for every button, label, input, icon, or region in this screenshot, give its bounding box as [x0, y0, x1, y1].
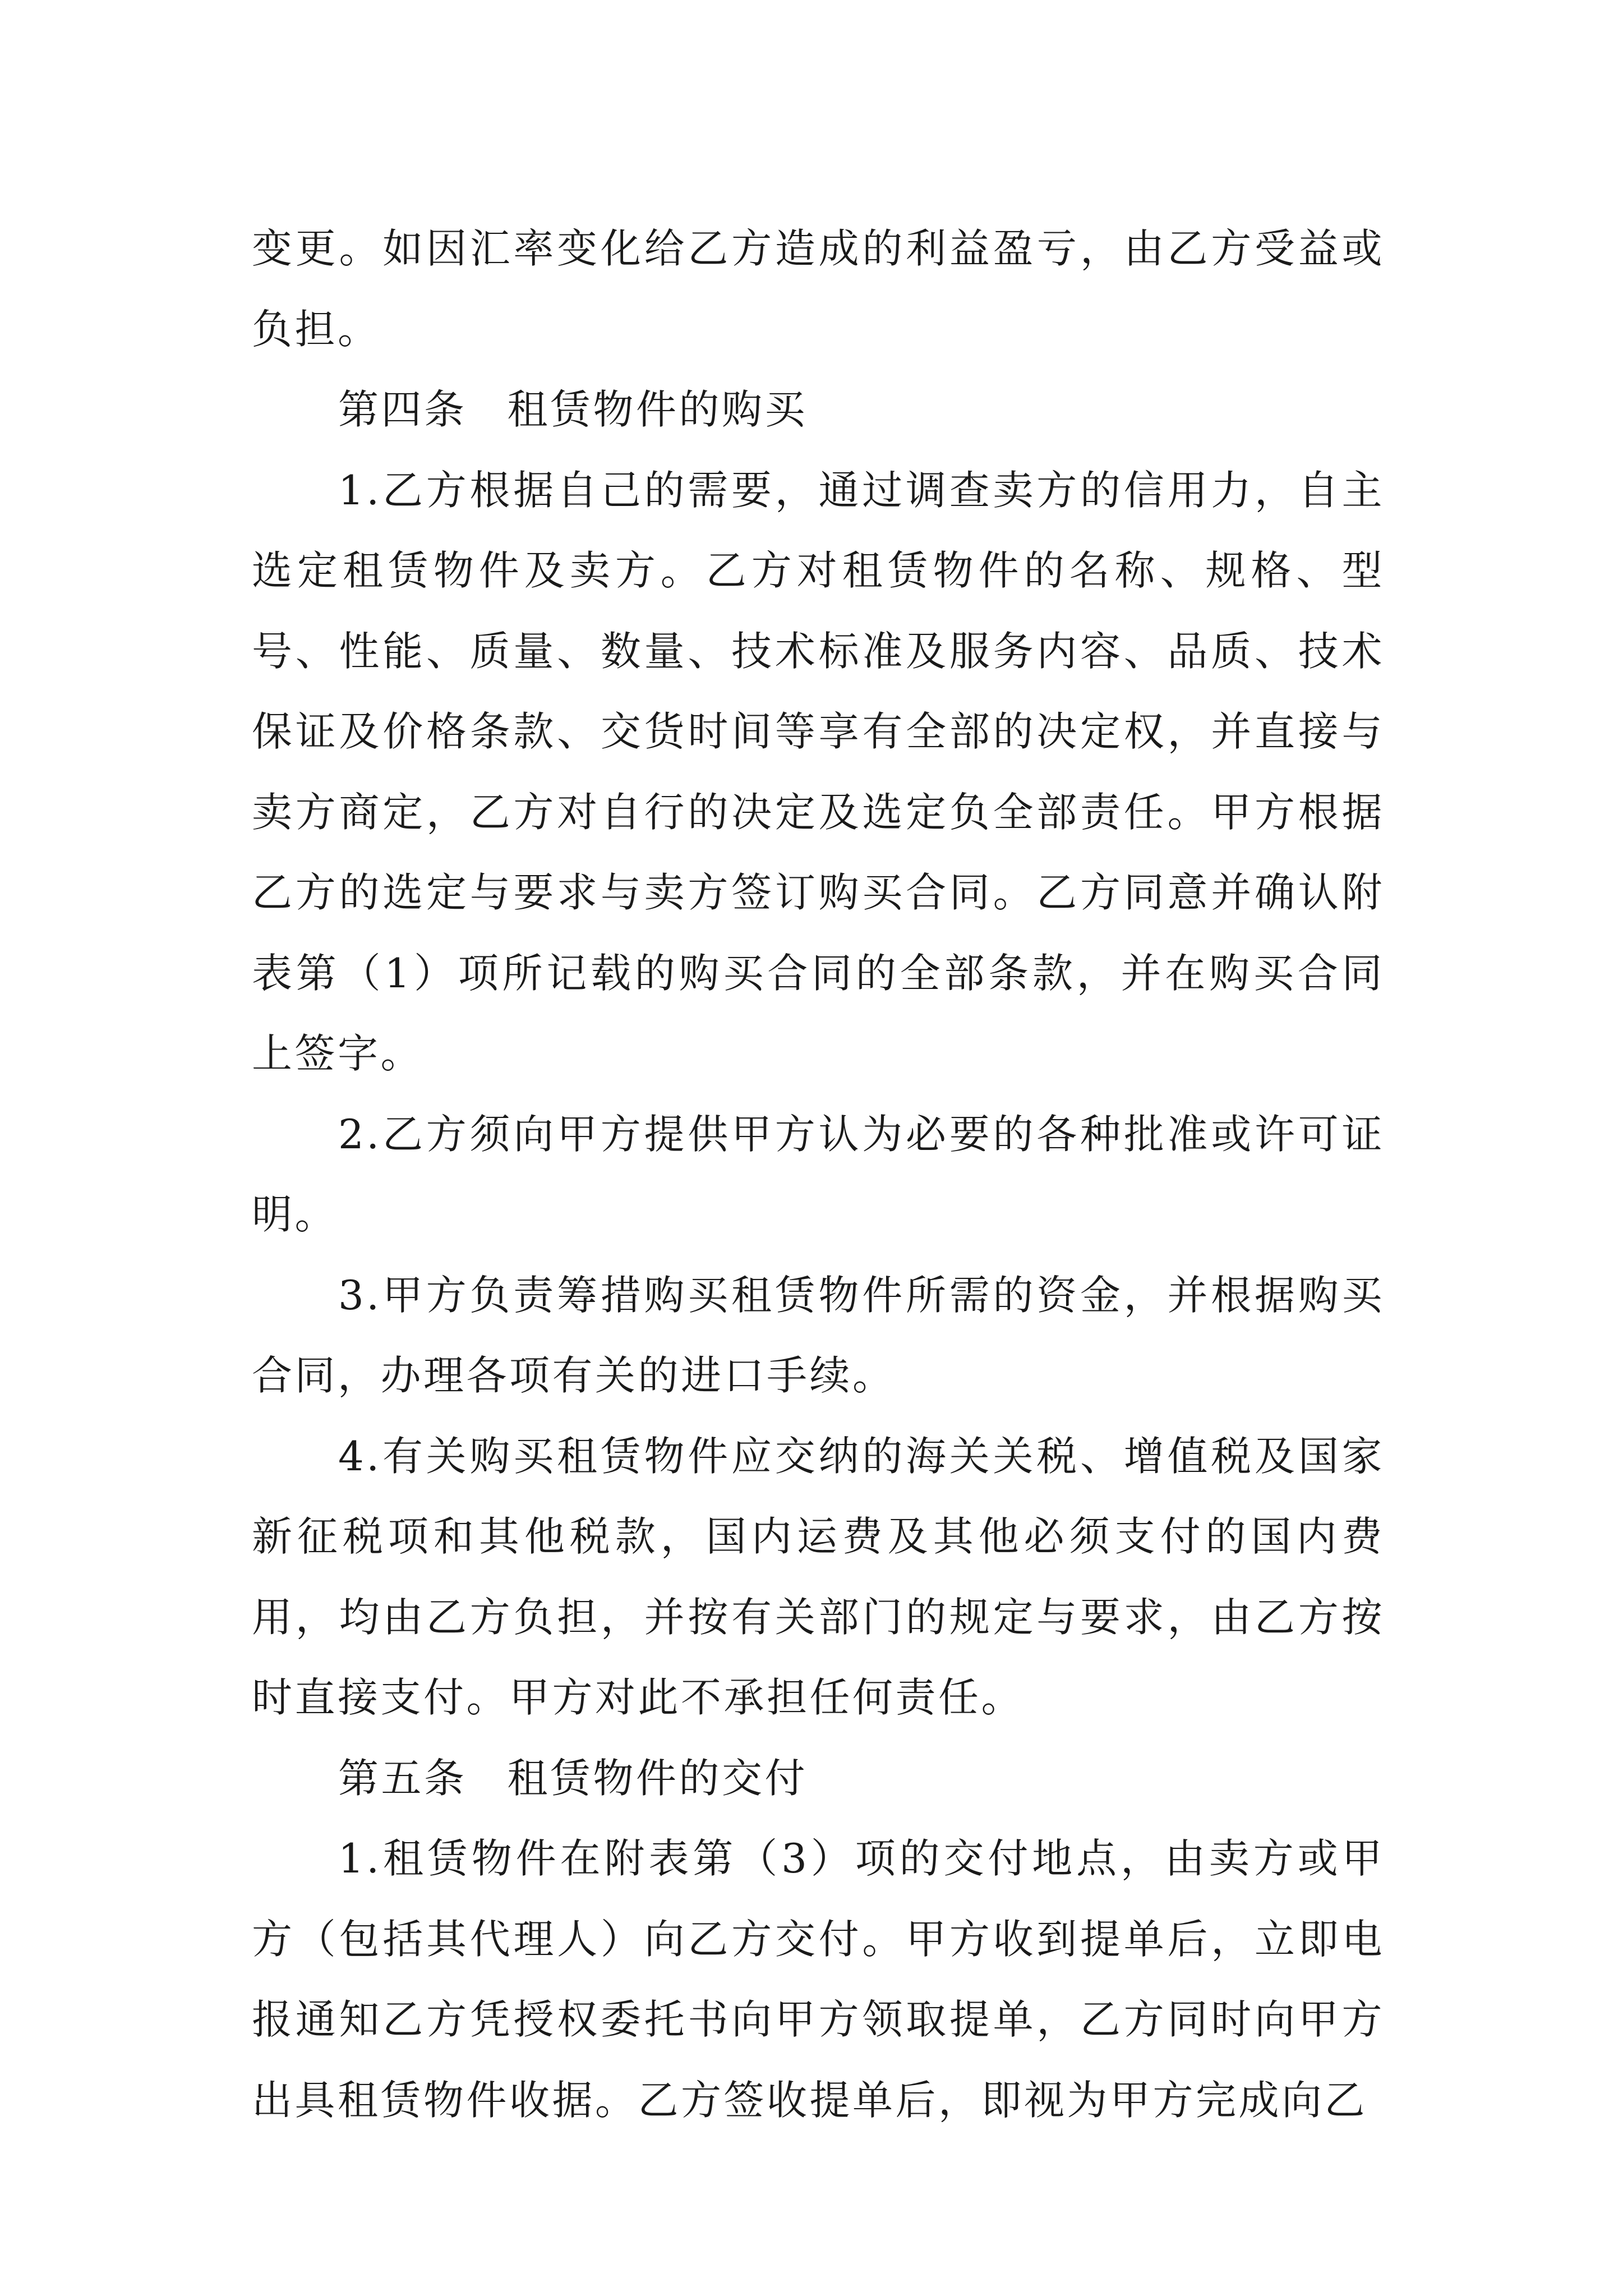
article-number: 第四条: [338, 386, 467, 433]
article-number: 第五条: [338, 1754, 467, 1802]
clause-5-1: 1.租赁物件在附表第（3）项的交付地点，由卖方或甲方（包括其代理人）向乙方交付。甲方收到提单后，立即电报通知乙方凭授权委托书向甲方领取提单，乙方同时向甲方出具租赁物件收据。乙方签收提单后，即视为甲方完成向乙: [252, 1835, 1385, 2124]
article-heading-4: [252, 370, 1385, 450]
article-heading-5: [252, 1738, 1385, 1819]
clause-4-4: 4.有关购买租赁物件应交纳的海关关税、增值税及国家新征税项和其他税款，国内运费及其他必须支付的国内费用，均由乙方负担，并按有关部门的规定与要求，由乙方按时直接支付。甲方对此不承担任何责任。: [252, 1432, 1385, 1721]
document-body: [252, 209, 1385, 2141]
clause-4-2: 2.乙方须向甲方提供甲方认为必要的各种批准或许可证明。: [252, 1110, 1385, 1238]
clause-4-3: 3.甲方负责筹措购买租赁物件所需的资金，并根据购买合同，办理各项有关的进口手续。: [252, 1271, 1385, 1399]
article-title: 租赁物件的购买: [507, 386, 808, 433]
clause-4-1: 1.乙方根据自己的需要，通过调查卖方的信用力，自主选定租赁物件及卖方。乙方对租赁物件的名称、规格、型号、性能、质量、数量、技术标准及服务内容、品质、技术保证及价格条款、交货时间等享有全部的决定权，并直接与卖方商定，乙方对自行的决定及选定负全部责任。甲方根据乙方的选定与要求与卖方签订购买合同。乙方同意并确认附表第（1）项所记载的购买合同的全部条款，并在购买合同上签字。: [252, 466, 1385, 1077]
paragraph-continuation: 变更。如因汇率变化给乙方造成的利益盈亏，由乙方受益或负担。: [252, 225, 1385, 353]
article-title: 租赁物件的交付: [507, 1754, 808, 1802]
